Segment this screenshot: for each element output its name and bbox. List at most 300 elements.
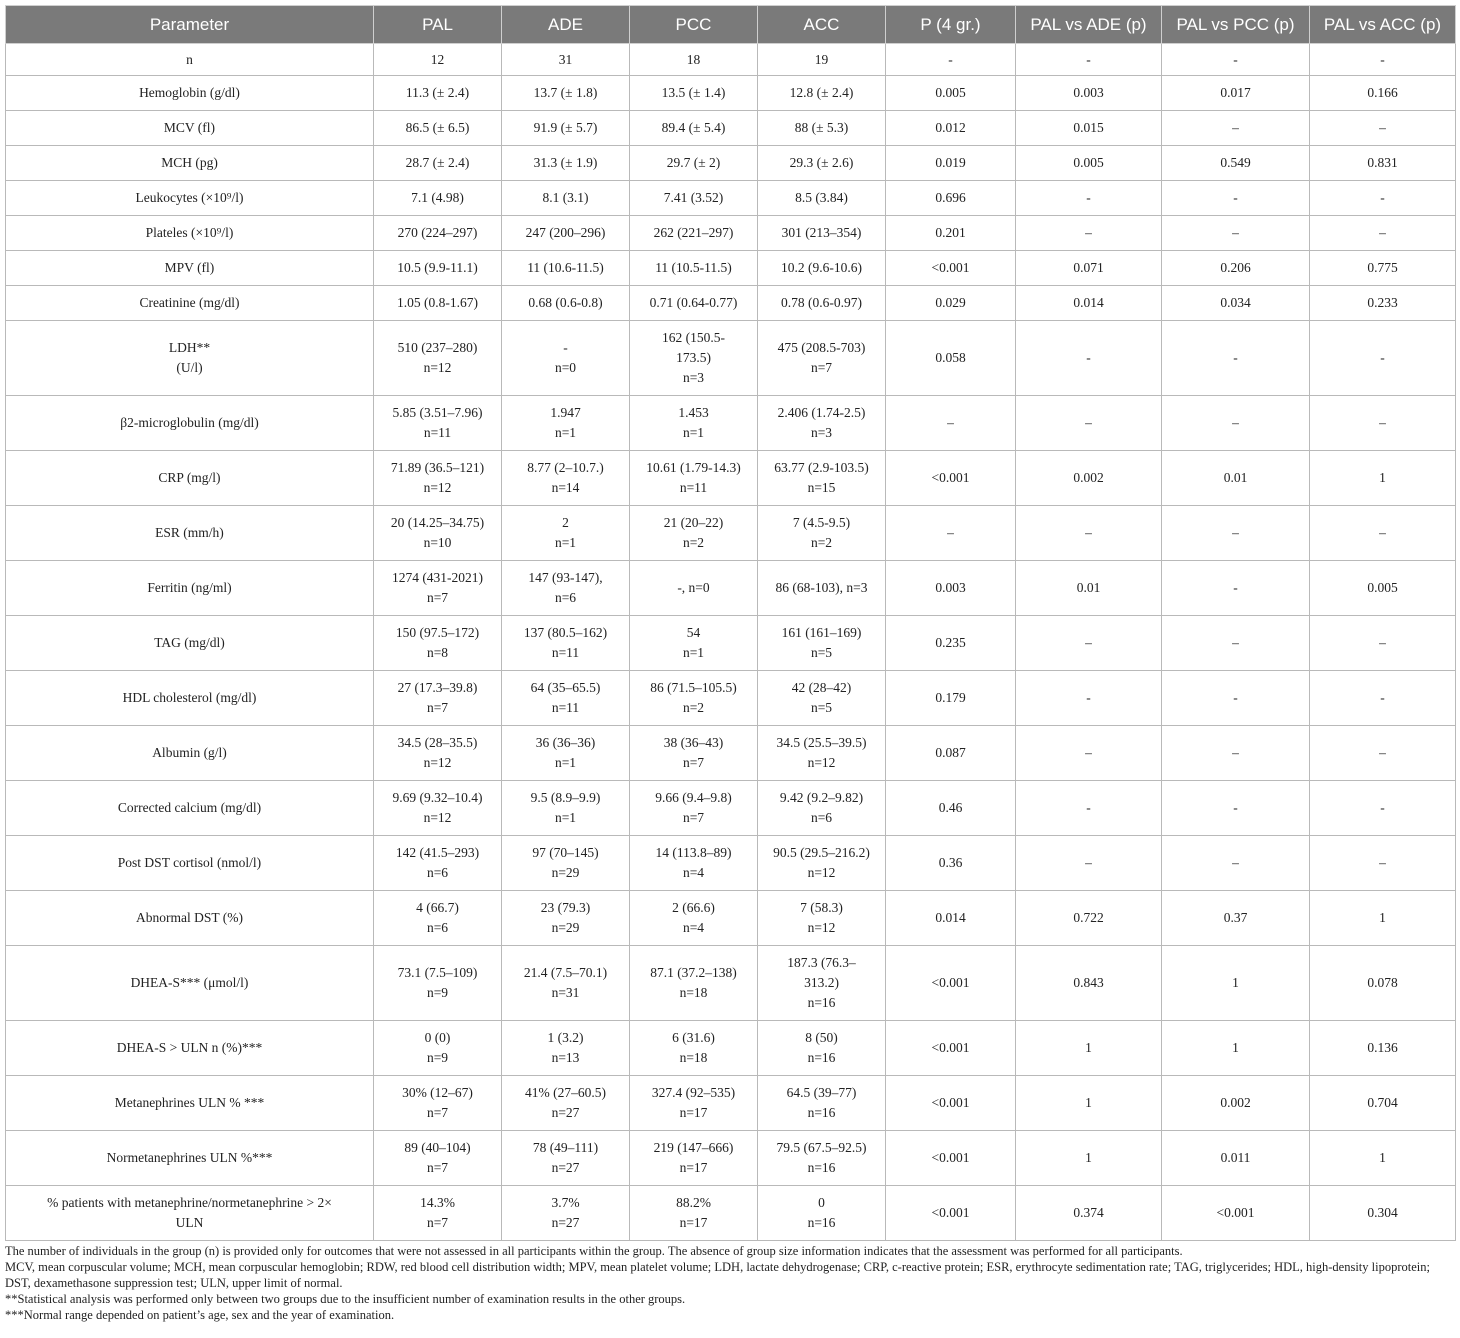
pal-vs-ade-cell: -: [1016, 181, 1162, 216]
pal-vs-pcc-cell: -: [1162, 44, 1310, 76]
parameter-cell-line: ULN: [175, 1215, 204, 1230]
parameter-cell-line: Leukocytes (×10⁹/l): [135, 190, 244, 205]
pcc-cell-line: 6 (31.6): [672, 1030, 715, 1045]
acc-cell-line: n=12: [807, 920, 836, 935]
pal-vs-acc-cell: 1: [1310, 451, 1456, 506]
parameter-cell-line: β2-microglobulin (mg/dl): [120, 415, 259, 430]
p-4-groups-cell: 0.019: [886, 146, 1016, 181]
ade-cell-line: n=0: [554, 360, 577, 375]
table-row: [6, 286, 1456, 321]
pal-cell-line: n=12: [423, 360, 452, 375]
parameter-cell-line: (U/l): [176, 360, 203, 375]
ade-cell-line: n=13: [551, 1050, 580, 1065]
table-row: [6, 321, 1456, 396]
header-pal: PAL: [374, 6, 502, 44]
header-ade: ADE: [502, 6, 630, 44]
acc-cell-line: 79.5 (67.5–92.5): [776, 1140, 867, 1155]
pal-cell-line: 1.05 (0.8-1.67): [397, 295, 478, 310]
acc-cell-line: 9.42 (9.2–9.82): [779, 790, 864, 805]
p-4-groups-cell: 0.087: [886, 726, 1016, 781]
parameter-cell-line: DHEA-S > ULN n (%)***: [116, 1040, 263, 1055]
pal-cell-line: n=12: [423, 810, 452, 825]
pcc-cell: [630, 396, 758, 451]
ade-cell: [502, 1021, 630, 1076]
acc-cell: [758, 781, 886, 836]
pal-vs-ade-cell: 0.01: [1016, 561, 1162, 616]
parameter-cell-line: Hemoglobin (g/dl): [139, 85, 240, 100]
ade-cell: [502, 946, 630, 1021]
pal-vs-ade-cell: –: [1016, 506, 1162, 561]
acc-cell-line: 313.2): [804, 975, 839, 990]
pal-cell: [374, 946, 502, 1021]
acc-cell-line: n=6: [810, 810, 833, 825]
ade-cell: [502, 726, 630, 781]
pcc-cell: [630, 506, 758, 561]
acc-cell: [758, 836, 886, 891]
header-acc: ACC: [758, 6, 886, 44]
pal-vs-pcc-cell: –: [1162, 111, 1310, 146]
pal-cell-line: 510 (237–280): [397, 340, 478, 355]
pal-vs-acc-cell: 0.775: [1310, 251, 1456, 286]
parameter-cell: [6, 726, 374, 781]
pal-cell: [374, 286, 502, 321]
parameter-cell-line: TAG (mg/dl): [154, 635, 225, 650]
pal-vs-acc-cell: 0.005: [1310, 561, 1456, 616]
ade-cell-line: 23 (79.3): [540, 900, 591, 915]
pal-vs-ade-cell: –: [1016, 216, 1162, 251]
parameter-cell: [6, 111, 374, 146]
header-pcc: PCC: [630, 6, 758, 44]
pal-vs-pcc-cell: –: [1162, 506, 1310, 561]
header-pal-vs-ade: PAL vs ADE (p): [1016, 6, 1162, 44]
pcc-cell-line: n=3: [682, 370, 705, 385]
ade-cell: [502, 111, 630, 146]
table-row: [6, 451, 1456, 506]
pal-cell-line: 150 (97.5–172): [395, 625, 480, 640]
ade-cell-line: n=1: [554, 810, 577, 825]
pcc-cell-line: n=17: [679, 1215, 708, 1230]
ade-cell-line: 13.7 (± 1.8): [533, 85, 598, 100]
pcc-cell: [630, 76, 758, 111]
ade-cell: [502, 76, 630, 111]
pal-cell: [374, 146, 502, 181]
p-4-groups-cell: 0.012: [886, 111, 1016, 146]
ade-cell-line: n=11: [551, 645, 580, 660]
parameter-cell-line: Post DST cortisol (nmol/l): [117, 855, 262, 870]
pal-vs-acc-cell: –: [1310, 216, 1456, 251]
parameter-cell: [6, 396, 374, 451]
pcc-cell-line: 14 (113.8–89): [655, 845, 732, 860]
ade-cell: [502, 451, 630, 506]
pal-vs-pcc-cell: -: [1162, 671, 1310, 726]
ade-cell-line: n=11: [551, 700, 580, 715]
pal-cell-line: 0 (0): [424, 1030, 451, 1045]
parameter-cell: [6, 1186, 374, 1241]
acc-cell-line: n=2: [810, 535, 833, 550]
parameter-cell-line: HDL cholesterol (mg/dl): [122, 690, 257, 705]
acc-cell-line: 29.3 (± 2.6): [789, 155, 854, 170]
pcc-cell-line: 0.71 (0.64-0.77): [649, 295, 738, 310]
pal-cell-line: n=9: [426, 1050, 449, 1065]
pal-cell-line: 142 (41.5–293): [395, 845, 480, 860]
pcc-cell: [630, 251, 758, 286]
pal-cell: [374, 781, 502, 836]
ade-cell: [502, 836, 630, 891]
pal-vs-pcc-cell: 0.37: [1162, 891, 1310, 946]
ade-cell-line: 36 (36–36): [535, 735, 596, 750]
acc-cell-line: 2.406 (1.74-2.5): [777, 405, 866, 420]
ade-cell-line: 9.5 (8.9–9.9): [530, 790, 601, 805]
parameter-cell-line: LDH**: [168, 340, 211, 355]
pcc-cell: [630, 671, 758, 726]
ade-cell-line: -: [563, 340, 568, 355]
pal-cell-line: 14.3%: [420, 1195, 455, 1210]
pal-cell: [374, 726, 502, 781]
pal-vs-acc-cell: 0.166: [1310, 76, 1456, 111]
ade-cell: [502, 251, 630, 286]
ade-cell: [502, 671, 630, 726]
header-pal-vs-pcc: PAL vs PCC (p): [1162, 6, 1310, 44]
pcc-cell: [630, 1076, 758, 1131]
parameter-cell-line: Albumin (g/l): [152, 745, 227, 760]
ade-cell-line: n=29: [551, 865, 580, 880]
pcc-cell-line: 11 (10.5-11.5): [655, 260, 732, 275]
pal-vs-pcc-cell: 0.017: [1162, 76, 1310, 111]
pcc-cell-line: 327.4 (92–535): [651, 1085, 736, 1100]
acc-cell-line: 64.5 (39–77): [786, 1085, 857, 1100]
pcc-cell: [630, 561, 758, 616]
acc-cell-line: 12.8 (± 2.4): [789, 85, 854, 100]
acc-cell-line: 10.2 (9.6-10.6): [781, 260, 862, 275]
parameter-cell-line: n: [186, 51, 193, 67]
ade-cell: [502, 321, 630, 396]
ade-cell-line: 247 (200–296): [525, 225, 606, 240]
p-4-groups-cell: 0.36: [886, 836, 1016, 891]
pcc-cell-line: 1.453: [678, 405, 709, 420]
pal-vs-acc-cell: -: [1310, 181, 1456, 216]
header-parameter: Parameter: [6, 6, 374, 44]
pal-vs-ade-cell: –: [1016, 616, 1162, 671]
table-row: [6, 1186, 1456, 1241]
parameter-cell-line: CRP (mg/l): [158, 470, 221, 485]
pal-cell: [374, 111, 502, 146]
parameter-cell-line: Ferritin (ng/ml): [147, 580, 232, 595]
results-table: [5, 5, 1456, 1241]
pal-cell-line: 89 (40–104): [404, 1140, 471, 1155]
pal-cell: [374, 396, 502, 451]
ade-cell-line: n=14: [551, 480, 580, 495]
p-4-groups-cell: 0.005: [886, 76, 1016, 111]
pal-vs-pcc-cell: –: [1162, 726, 1310, 781]
pal-vs-ade-cell: -: [1016, 671, 1162, 726]
ade-cell: [502, 1076, 630, 1131]
acc-cell-line: n=16: [807, 1215, 836, 1230]
acc-cell-line: 90.5 (29.5–216.2): [773, 845, 870, 860]
parameter-cell-line: Abnormal DST (%): [136, 910, 243, 925]
pal-vs-ade-cell: -: [1016, 781, 1162, 836]
pal-vs-ade-cell: 0.014: [1016, 286, 1162, 321]
pal-cell-line: n=6: [426, 920, 449, 935]
pal-vs-pcc-cell: 1: [1162, 1021, 1310, 1076]
parameter-cell-line: Plateles (×10⁹/l): [145, 225, 234, 240]
ade-cell-line: 64 (35–65.5): [530, 680, 601, 695]
header-p-4-groups: P (4 gr.): [886, 6, 1016, 44]
pal-cell-line: n=7: [426, 590, 449, 605]
acc-cell: [758, 946, 886, 1021]
pal-cell-line: 34.5 (28–35.5): [397, 735, 478, 750]
pcc-cell-line: 9.66 (9.4–9.8): [655, 790, 732, 805]
pal-cell-line: n=7: [426, 1160, 449, 1175]
pcc-cell-line: 13.5 (± 1.4): [661, 85, 726, 100]
p-4-groups-cell: <0.001: [886, 451, 1016, 506]
acc-cell: [758, 111, 886, 146]
ade-cell-line: 31.3 (± 1.9): [533, 155, 598, 170]
pal-cell: [374, 616, 502, 671]
pal-vs-acc-cell: 0.233: [1310, 286, 1456, 321]
p-4-groups-cell: <0.001: [886, 946, 1016, 1021]
table-row: [6, 146, 1456, 181]
parameter-cell-line: Creatinine (mg/dl): [139, 295, 240, 310]
pal-cell-line: n=7: [426, 700, 449, 715]
pal-vs-pcc-cell: –: [1162, 836, 1310, 891]
table-row: [6, 76, 1456, 111]
pal-cell-line: 4 (66.7): [416, 900, 459, 915]
table-row: [6, 44, 1456, 76]
acc-cell: [758, 671, 886, 726]
acc-cell: [758, 451, 886, 506]
p-4-groups-cell: <0.001: [886, 1131, 1016, 1186]
pal-cell: [374, 181, 502, 216]
pcc-cell-line: n=2: [682, 700, 705, 715]
pal-cell: [374, 451, 502, 506]
acc-cell-line: 475 (208.5-703): [777, 340, 866, 355]
ade-cell-line: 8.77 (2–10.7.): [527, 460, 604, 475]
parameter-cell: [6, 146, 374, 181]
ade-cell-line: n=1: [554, 755, 577, 770]
ade-cell: [502, 1186, 630, 1241]
acc-cell: [758, 891, 886, 946]
ade-cell-line: 2: [562, 515, 569, 530]
acc-cell-line: 301 (213–354): [781, 225, 862, 240]
acc-cell-line: n=15: [807, 480, 836, 495]
ade-cell: [502, 44, 630, 76]
pcc-cell-line: 86 (71.5–105.5): [650, 680, 737, 695]
ade-cell-line: n=27: [551, 1105, 580, 1120]
results-table-container: [5, 5, 1455, 1241]
pal-vs-pcc-cell: 0.034: [1162, 286, 1310, 321]
ade-cell: [502, 891, 630, 946]
table-row: [6, 671, 1456, 726]
pcc-cell: [630, 146, 758, 181]
pal-vs-ade-cell: 0.015: [1016, 111, 1162, 146]
ade-cell-line: 11 (10.6-11.5): [527, 260, 604, 275]
pcc-cell: [630, 44, 758, 76]
pal-vs-pcc-cell: 0.011: [1162, 1131, 1310, 1186]
acc-cell: [758, 216, 886, 251]
parameter-cell-line: Metanephrines ULN % ***: [114, 1095, 265, 1110]
pal-vs-acc-cell: 0.136: [1310, 1021, 1456, 1076]
pal-vs-pcc-cell: -: [1162, 321, 1310, 396]
p-4-groups-cell: -: [886, 44, 1016, 76]
ade-cell-line: n=31: [551, 985, 580, 1000]
parameter-cell: [6, 561, 374, 616]
ade-cell: [502, 1131, 630, 1186]
p-4-groups-cell: 0.179: [886, 671, 1016, 726]
acc-cell-line: 0: [818, 1195, 825, 1210]
table-row: [6, 1021, 1456, 1076]
pcc-cell: [630, 216, 758, 251]
ade-cell: [502, 616, 630, 671]
pal-cell-line: 28.7 (± 2.4): [405, 155, 470, 170]
ade-cell-line: n=29: [551, 920, 580, 935]
pcc-cell-line: 10.61 (1.79-14.3): [646, 460, 741, 475]
ade-cell-line: 147 (93-147),: [528, 570, 603, 585]
pal-vs-pcc-cell: –: [1162, 396, 1310, 451]
ade-cell-line: 97 (70–145): [532, 845, 599, 860]
p-4-groups-cell: –: [886, 396, 1016, 451]
parameter-cell: [6, 216, 374, 251]
parameter-cell: [6, 76, 374, 111]
table-row: [6, 251, 1456, 286]
parameter-cell: [6, 251, 374, 286]
pcc-cell-line: 7.41 (3.52): [663, 190, 724, 205]
p-4-groups-cell: <0.001: [886, 1076, 1016, 1131]
acc-cell: [758, 1131, 886, 1186]
pcc-cell-line: n=7: [682, 810, 705, 825]
parameter-cell: [6, 1076, 374, 1131]
pal-cell: [374, 251, 502, 286]
pcc-cell-line: n=2: [682, 535, 705, 550]
ade-cell-line: n=27: [551, 1215, 580, 1230]
ade-cell: [502, 146, 630, 181]
pcc-cell-line: 87.1 (37.2–138): [650, 965, 737, 980]
pal-cell-line: n=7: [426, 1215, 449, 1230]
acc-cell: [758, 616, 886, 671]
ade-cell-line: 41% (27–60.5): [525, 1085, 606, 1100]
acc-cell-line: 7 (58.3): [800, 900, 843, 915]
pal-vs-ade-cell: -: [1016, 321, 1162, 396]
pcc-cell-line: n=17: [679, 1160, 708, 1175]
pal-vs-acc-cell: –: [1310, 836, 1456, 891]
acc-cell-line: 8 (50): [805, 1030, 838, 1045]
table-row: [6, 216, 1456, 251]
table-row: [6, 181, 1456, 216]
parameter-cell-line: MCV (fl): [163, 120, 216, 135]
pal-cell-line: 20 (14.25–34.75): [390, 515, 485, 530]
pcc-cell-line: n=11: [679, 480, 708, 495]
pal-cell: [374, 76, 502, 111]
pal-vs-pcc-cell: 0.01: [1162, 451, 1310, 506]
acc-cell-line: 42 (28–42): [791, 680, 852, 695]
pcc-cell-line: 2 (66.6): [672, 900, 715, 915]
pcc-cell-line: 162 (150.5-: [662, 330, 725, 345]
parameter-cell: [6, 781, 374, 836]
pal-vs-acc-cell: 0.831: [1310, 146, 1456, 181]
ade-cell-line: 78 (49–111): [532, 1140, 599, 1155]
parameter-cell-line: DHEA-S*** (μmol/l): [130, 975, 249, 990]
acc-cell-line: n=7: [810, 360, 833, 375]
parameter-cell: [6, 946, 374, 1021]
pal-vs-acc-cell: -: [1310, 671, 1456, 726]
parameter-cell: [6, 671, 374, 726]
acc-cell: [758, 44, 886, 76]
pcc-cell: [630, 726, 758, 781]
pcc-cell-line: -, n=0: [677, 580, 710, 595]
acc-cell: [758, 1021, 886, 1076]
parameter-cell: [6, 44, 374, 76]
pal-cell-line: 71.89 (36.5–121): [390, 460, 485, 475]
pal-cell: [374, 44, 502, 76]
acc-cell-line: n=16: [807, 1160, 836, 1175]
acc-cell-line: n=16: [807, 1050, 836, 1065]
pcc-cell-line: n=18: [679, 985, 708, 1000]
acc-cell-line: 88 (± 5.3): [794, 120, 849, 135]
parameter-cell: [6, 1021, 374, 1076]
ade-cell-line: 8.1 (3.1): [542, 190, 589, 205]
parameter-cell: [6, 616, 374, 671]
pal-cell: [374, 506, 502, 561]
pcc-cell: [630, 836, 758, 891]
acc-cell-line: 86 (68-103), n=3: [775, 580, 868, 595]
table-row: [6, 396, 1456, 451]
pal-cell-line: n=9: [426, 985, 449, 1000]
parameter-cell-line: ESR (mm/h): [155, 525, 224, 540]
pcc-cell: [630, 286, 758, 321]
p-4-groups-cell: 0.696: [886, 181, 1016, 216]
acc-cell-line: n=16: [807, 1105, 836, 1120]
acc-cell-line: 7 (4.5-9.5): [792, 515, 851, 530]
p-4-groups-cell: <0.001: [886, 1186, 1016, 1241]
ade-cell: [502, 396, 630, 451]
acc-cell-line: 34.5 (25.5–39.5): [776, 735, 867, 750]
pal-cell: [374, 321, 502, 396]
pal-cell-line: 9.69 (9.32–10.4): [392, 790, 483, 805]
pal-vs-ade-cell: -: [1016, 44, 1162, 76]
ade-cell-line: n=6: [554, 590, 577, 605]
acc-cell-line: 63.77 (2.9-103.5): [774, 460, 869, 475]
pal-cell-line: 86.5 (± 6.5): [405, 120, 470, 135]
pal-vs-ade-cell: 1: [1016, 1076, 1162, 1131]
acc-cell-line: n=12: [807, 755, 836, 770]
p-4-groups-cell: <0.001: [886, 1021, 1016, 1076]
acc-cell: [758, 1186, 886, 1241]
acc-cell-line: 187.3 (76.3–: [787, 955, 856, 970]
pcc-cell-line: n=1: [682, 425, 705, 440]
pcc-cell-line: 38 (36–43): [663, 735, 724, 750]
acc-cell-line: 8.5 (3.84): [795, 190, 848, 205]
table-row: [6, 616, 1456, 671]
pal-cell-line: 73.1 (7.5–109): [397, 965, 478, 980]
table-row: [6, 506, 1456, 561]
acc-cell-line: 0.78 (0.6-0.97): [781, 295, 862, 310]
ade-cell-line: n=1: [554, 425, 577, 440]
pal-cell-line: 1274 (431-2021): [391, 570, 484, 585]
acc-cell: [758, 286, 886, 321]
pal-vs-pcc-cell: -: [1162, 781, 1310, 836]
ade-cell: [502, 561, 630, 616]
pcc-cell: [630, 451, 758, 506]
pcc-cell-line: n=1: [682, 645, 705, 660]
parameter-cell: [6, 451, 374, 506]
pal-cell: [374, 836, 502, 891]
p-4-groups-cell: 0.029: [886, 286, 1016, 321]
pal-cell-line: 10.5 (9.9-11.1): [397, 260, 478, 275]
pal-vs-pcc-cell: 0.549: [1162, 146, 1310, 181]
table-row: [6, 1131, 1456, 1186]
pcc-cell: [630, 1186, 758, 1241]
pal-cell-line: n=12: [423, 755, 452, 770]
ade-cell-line: n=27: [551, 1160, 580, 1175]
